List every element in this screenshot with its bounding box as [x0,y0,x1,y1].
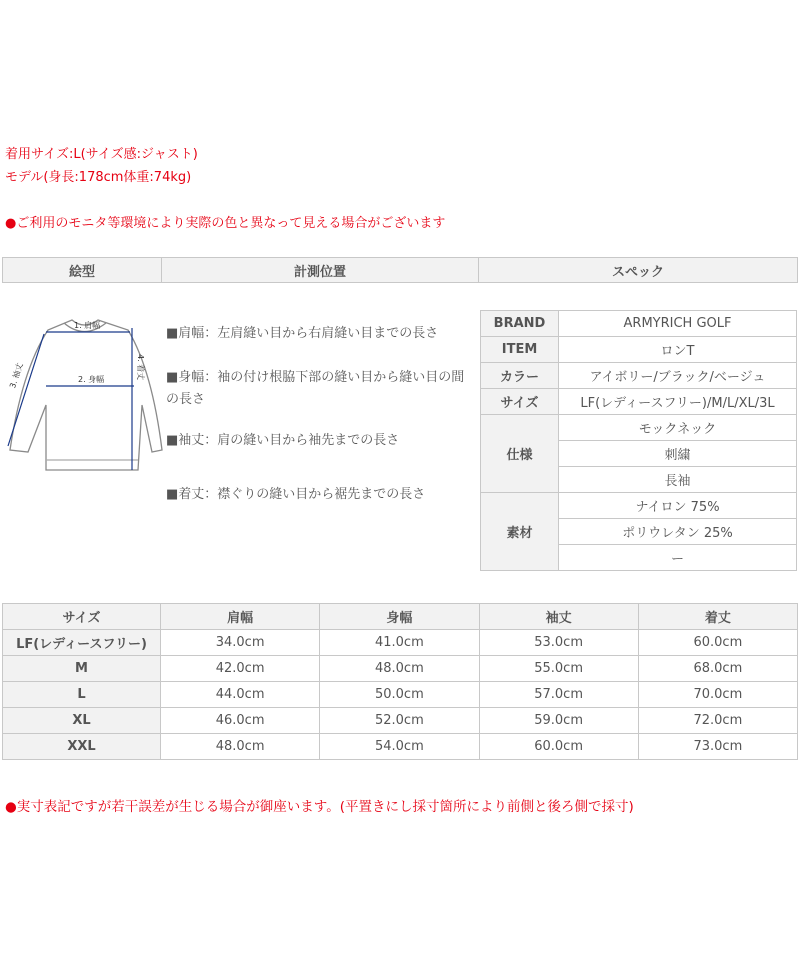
size-label: XL [3,708,161,734]
header-illustration: 絵型 [3,258,162,283]
size-cell: 52.0cm [320,708,479,734]
size-cell: 42.0cm [161,656,320,682]
spec-table [480,310,797,571]
spec-row-brand [481,311,797,337]
spec-value: アイボリー/ブラック/ベージュ [559,363,797,389]
spec-value: LF(レディースフリー)/M/L/XL/3L [559,389,797,415]
spec-value: ー [559,545,797,571]
shirt-outline [10,320,162,470]
size-label: M [3,656,161,682]
size-table [2,603,798,760]
spec-key: カラー [481,363,559,389]
size-table-header [3,604,798,630]
size-label: XXL [3,734,161,760]
section-header [2,257,798,283]
size-cell: 50.0cm [320,682,479,708]
model-body-text: モデル(身長:178cm体重:74kg) [5,170,192,185]
size-cell: 54.0cm [320,734,479,760]
spec-key: 仕様 [481,415,559,493]
spec-row-color [481,363,797,389]
spec-value: モックネック [559,415,797,441]
spec-value: ナイロン 75% [559,493,797,519]
spec-row-shiyou [481,415,797,441]
size-cell: 34.0cm [161,630,320,656]
garment-diagram [2,310,167,480]
size-label: LF(レディースフリー) [3,630,161,656]
size-notice: ●実寸表記ですが若干誤差が生じる場合が御座います。(平置きにし採寸箇所により前側と後ろ側で採寸) [5,799,634,815]
size-cell: 48.0cm [161,734,320,760]
spec-value: 刺繍 [559,441,797,467]
table-row [3,682,798,708]
desc-sleeve: ■袖丈：肩の縫い目から袖先までの長さ [166,433,400,448]
label-shoulder: 1. 肩幅 [74,321,101,330]
table-row [3,630,798,656]
size-cell: 53.0cm [479,630,638,656]
spec-value: 長袖 [559,467,797,493]
size-cell: 41.0cm [320,630,479,656]
size-header: サイズ [3,604,161,630]
size-cell: 60.0cm [638,630,797,656]
size-cell: 57.0cm [479,682,638,708]
header-spec: スペック [479,258,798,283]
label-sleeve: 3. 袖丈 [8,361,25,390]
size-header: 着丈 [638,604,797,630]
spec-key: ITEM [481,337,559,363]
desc-chest: ■身幅：袖の付け根脇下部の縫い目から縫い目の間の長さ [166,370,465,407]
table-row [3,708,798,734]
color-notice: ●ご利用のモニタ等環境により実際の色と異なって見える場合がございます [5,216,446,231]
size-cell: 55.0cm [479,656,638,682]
spec-value: ロンT [559,337,797,363]
desc-length: ■着丈：襟ぐりの縫い目から裾先までの長さ [166,487,426,502]
size-cell: 68.0cm [638,656,797,682]
spec-value: ポリウレタン 25% [559,519,797,545]
size-header: 肩幅 [161,604,320,630]
size-cell: 59.0cm [479,708,638,734]
table-row [3,734,798,760]
spec-key: BRAND [481,311,559,337]
size-cell: 60.0cm [479,734,638,760]
size-label: L [3,682,161,708]
size-header: 袖丈 [479,604,638,630]
header-measure-position: 計測位置 [162,258,479,283]
size-cell: 46.0cm [161,708,320,734]
desc-shoulder: ■肩幅：左肩縫い目から右肩縫い目までの長さ [166,326,439,341]
model-size-text: 着用サイズ:L(サイズ感:ジャスト) [5,147,198,162]
size-cell: 48.0cm [320,656,479,682]
size-cell: 72.0cm [638,708,797,734]
spec-key: サイズ [481,389,559,415]
label-length: 4. 着丈 [136,354,145,381]
sleeve-measure-line [8,334,44,446]
size-cell: 44.0cm [161,682,320,708]
size-cell: 73.0cm [638,734,797,760]
label-chest: 2. 身幅 [78,375,105,384]
size-cell: 70.0cm [638,682,797,708]
table-row [3,656,798,682]
size-header: 身幅 [320,604,479,630]
spec-row-sozai [481,493,797,519]
spec-row-size [481,389,797,415]
spec-key: 素材 [481,493,559,571]
spec-row-item [481,337,797,363]
spec-value: ARMYRICH GOLF [559,311,797,337]
